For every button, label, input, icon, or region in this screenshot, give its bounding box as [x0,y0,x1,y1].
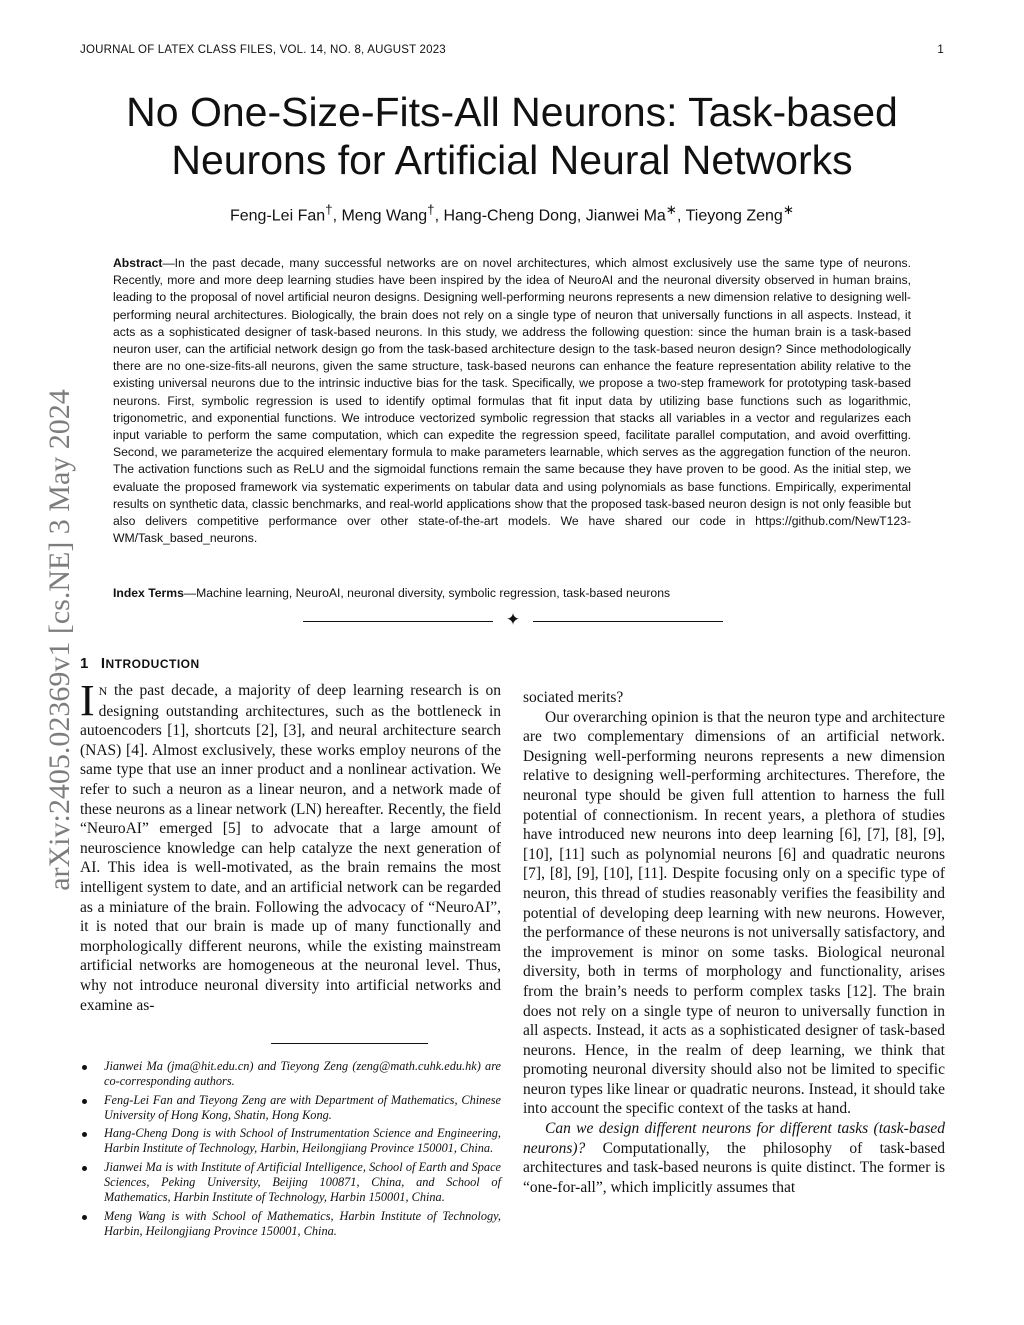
section-title-initial: I [100,655,106,672]
author: Tieyong Zeng [685,207,783,225]
paper-title [80,88,944,184]
section-number: 1 [80,655,89,672]
title-line-2: Neurons for Artificial Neural Networks [171,137,853,183]
section-heading [80,655,500,672]
section-divider [303,612,723,630]
author-mark: ∗ [665,202,677,217]
body-paragraph [523,1119,945,1197]
body-paragraph: Our overarching opinion is that the neuron type and architecture are two complementary dimensions of an artificial network. Designing well-performing neurons represents a new dimension relative to designing well-performing architectures. Therefore, the neuronal type should be given full attention to harness the full potential of connectionism. In recent years, a plethora of studies have introduced new neurons into deep learning [6], [7], [8], [9], [10], [11] such as polynomial neurons [6] and quadratic neurons [7], [8], [9], [10], [11]. Despite focusing only on a specific type of neuron, this thread of studies reasonably verifies the feasibility and potential of developing deep learning with new neurons. However, the performance of these neurons is not universally satisfactory, and the improvement is minor on some tasks. Biological neuronal diversity, both in terms of morphology and functionality, arises from the brain’s needs to perform complex tasks [12]. The brain does not rely on a single type of neuron to universally function in all aspects. Instead, it acts as a sophisticated designer of task-based neurons. Hence, in the realm of deep learning, we think that promoting neuronal diversity should also not be limited to specific neuron types like linear or quadratic neurons. Instead, it should take into account the specific context of the tasks at hand. [523,708,945,1118]
index-terms-label: Index Terms [113,586,184,600]
body-paragraph-text: Computationally, the philosophy of task-based architectures and task-based neurons is quite distinct. The former is “one-for-all”, which implicitly assumes that [523,1139,945,1196]
footnote-text: Meng Wang is with School of Mathematics, Harbin Institute of Technology, Harbin, Heilongjiang Province 150001, China. [104,1208,501,1238]
divider-star-icon: ✦ [505,610,521,629]
footnote-text: Hang-Cheng Dong is with School of Instrumentation Science and Engineering, Harbin Institute of Technology, Harbin, Heilongjiang Province 150001, China. [104,1126,501,1156]
abstract-label: Abstract [113,256,163,270]
research-question: Can we design different neurons for different tasks (task-based neurons)? [523,1120,945,1157]
right-column [523,688,945,1197]
lead-smallcaps: N [98,684,108,698]
bullet-icon [82,1065,87,1070]
bullet-icon [82,1215,87,1220]
footnote-item [80,1126,501,1157]
footnote-item [80,1059,501,1090]
footnote-text: Feng-Lei Fan and Tieyong Zeng are with Department of Mathematics, Chinese University of Hong Kong, Shatin, Hong Kong. [104,1092,501,1122]
author-mark: ∗ [782,202,794,217]
running-header [80,44,944,56]
page-number: 1 [937,44,944,56]
author: Hang-Cheng Dong [443,207,577,225]
continued-paragraph: sociated merits? [523,689,624,706]
section-title-rest: NTRODUCTION [105,657,200,671]
bullet-icon [82,1132,87,1137]
index-terms-text: —Machine learning, NeuroAI, neuronal diversity, symbolic regression, task-based neurons [183,586,671,600]
bullet-icon [82,1099,87,1104]
journal-header: JOURNAL OF LATEX CLASS FILES, VOL. 14, NO. 8, AUGUST 2023 [80,44,446,56]
title-line-1: No One-Size-Fits-All Neurons: Task-based [126,89,898,135]
drop-cap: I [80,676,95,725]
arxiv-identifier-stamp: arXiv:2405.02369v1 [cs.NE] 3 May 2024 [43,389,76,891]
footnote-item [80,1160,501,1206]
footnotes [80,1059,501,1242]
divider-rule-left [303,621,493,622]
left-column [80,676,501,1015]
footnote-item [80,1093,501,1124]
abstract [113,255,911,547]
footnote-item [80,1209,501,1240]
author: Meng Wang [341,207,428,225]
abstract-text: —In the past decade, many successful networks are on novel architectures, which almost exclusively use the same type of neurons. Recently, more and more deep learning studies have been inspired by the idea of NeuroAI and the neuronal diversity observed in human brains, leading to the proposal of novel artificial neuron designs. Designing well-performing neurons represents a new dimension relative to designing well-performing neural architectures. Biologically, the brain does not rely on a single type of neuron that universally functions in all aspects. Instead, it acts as a sophisticated designer of task-based neurons. In this study, we address the following question: since the human brain is a task-based neuron user, can the artificial network design go from the task-based architecture design to the task-based neuron design? Since methodologically there are no one-size-fits-all neurons, given the same structure, task-based neurons can enhance the feature representation ability relative to the existing universal neurons due to the intrinsic inductive bias for the task. Specifically, we propose a two-step framework for prototyping task-based neurons. First, symbolic regression is used to identify optimal formulas that fit input data by utilizing base functions such as logarithmic, trigonometric, and exponential functions. We introduce vectorized symbolic regression that stacks all variables in a vector and regularizes each input variable to perform the same computation, which can expedite the regression speed, facilitate parallel computation, and avoid overfitting. Second, we parameterize the acquired elementary formula to make parameters learnable, which serves as the aggregation function of the neuron. The activation functions such as ReLU and the sigmoidal functions remain the same because they have proven to be good. As the initial step, we evaluate the proposed framework via systematic experiments on tabular data and using polynomials as base functions. Empirically, experimental results on synthetic data, classic benchmarks, and real-world applications show that the proposed task-based neuron design is not only feasible but also delivers competitive performance over other state-of-the-art models. We have shared our code in https://github.com/NewT123-WM/Task_based_neurons. [113,256,911,546]
author: Feng-Lei Fan [229,207,326,225]
footnote-text: Jianwei Ma is with Institute of Artificial Intelligence, School of Earth and Space Sciences, Peking University, Beijing 100871, China, and School of Mathematics, Harbin Institute of Technology, Harbin 150001, China. [104,1159,501,1205]
intro-paragraph-text: the past decade, a majority of deep learning research is on designing outstanding architectures, such as the bottleneck in autoencoders [1], shortcuts [2], [3], and neural architecture search (NAS) [4]. Almost exclusively, these works employ neurons of the same type that use an inner product and a nonlinear activation. We refer to such a neuron as a linear neuron, and a network made of these neurons as a linear network (LN) hereafter. Recently, the field “NeuroAI” emerged [5] to advocate that a large amount of neuroscience knowledge can help catalyze the next generation of AI. This idea is well-motivated, as the brain remains the most intelligent system to date, and an artificial network can be regarded as a miniature of the brain. Following the advocacy of “NeuroAI”, it is noted that our brain is made up of many functionally and morphologically different neurons, while the existing mainstream artificial networks are homogeneous at the neuronal level. Thus, why not introduce neuronal diversity into artificial networks and examine as- [80,682,501,1014]
author-list: Feng-Lei Fan†, Meng Wang†, Hang-Cheng Dong, Jianwei Ma∗, Tieyong Zeng∗ [229,202,794,225]
footnote-text: Jianwei Ma (jma@hit.edu.cn) and Tieyong Zeng (zeng@math.cuhk.edu.hk) are co-corresponding authors. [104,1059,501,1089]
index-terms [113,585,911,602]
divider-rule-right [533,621,723,622]
intro-paragraph [80,676,501,1015]
author: Jianwei Ma [585,207,666,225]
bullet-icon [82,1166,87,1171]
author-mark: † [325,202,333,217]
footnote-rule [271,1043,428,1044]
author-mark: † [427,202,435,217]
